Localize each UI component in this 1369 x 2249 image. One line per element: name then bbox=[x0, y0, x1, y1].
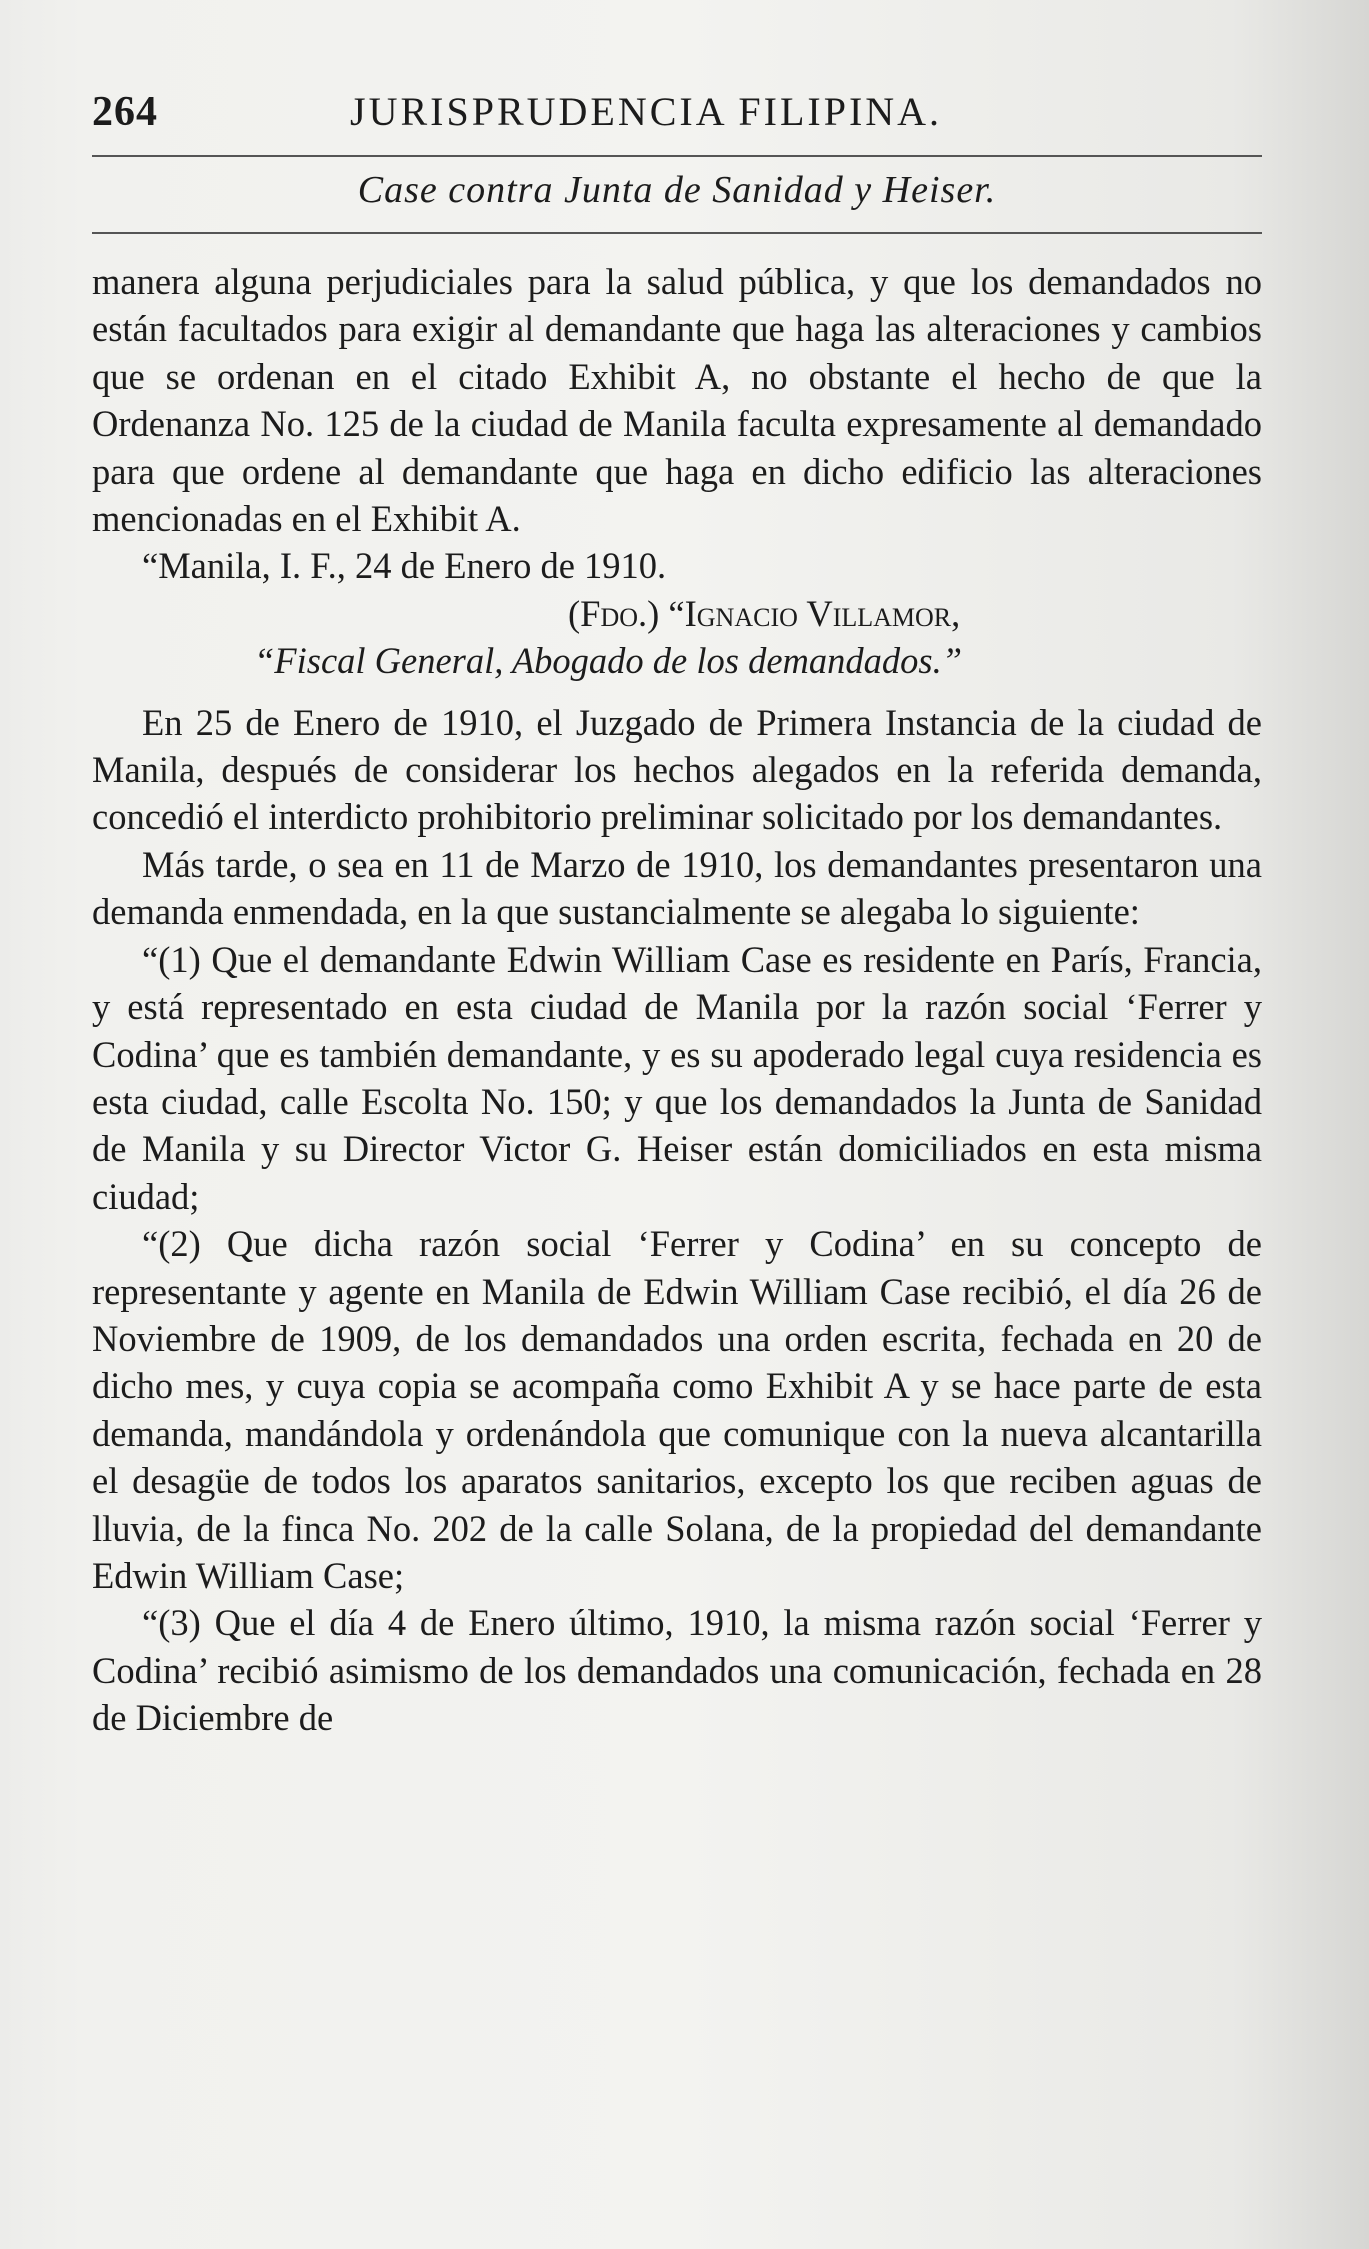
allegation-3: “(3) Que el día 4 de Enero último, 1910, la misma razón social ‘Ferrer y Codina’ recibió asimismo de los demandados una comunicación, fechada en 28 de Diciembre de bbox=[92, 1602, 1262, 1739]
paragraph-amended-complaint: Más tarde, o sea en 11 de Marzo de 1910, los demandantes presentaron una demanda enmendada, en la que sustancialmente se alegaba lo siguiente: bbox=[92, 843, 1262, 933]
paragraph-injunction: En 25 de Enero de 1910, el Juzgado de Primera Instancia de la ciudad de Manila, después de considerar los hechos alegados en la referida demanda, concedió el interdicto prohibitorio preliminar solicitado por los demandantes. bbox=[92, 701, 1262, 838]
signature-role: “Fiscal General, Abogado de los demandados.” bbox=[254, 640, 963, 682]
signature-line: (Fdo.) “Ignacio Villamor, bbox=[568, 592, 961, 634]
page-body bbox=[92, 258, 1262, 1742]
running-title: JURISPRUDENCIA FILIPINA. bbox=[350, 89, 943, 134]
allegation-2: “(2) Que dicha razón social ‘Ferrer y Codina’ en su concepto de representante y agente en Manila de Edwin William Case recibió, el día 26 de Noviembre de 1909, de los demandados una orden escrita, fechada en 20 de dicho mes, y cuya copia se acompaña como Exhibit A y se hace parte de esta demanda, mandándola y ordenándola que comunique con la nueva alcantarilla el desagüe de todos los aparatos sanitarios, excepto los que reciben aguas de lluvia, de la finca No. 202 de la calle Solana, de la propiedad del demandante Edwin William Case; bbox=[92, 1223, 1262, 1596]
page-number: 264 bbox=[92, 89, 158, 135]
header-rule-bottom bbox=[92, 232, 1262, 234]
date-line: “Manila, I. F., 24 de Enero de 1910. bbox=[142, 545, 667, 587]
page-header bbox=[92, 88, 1262, 148]
continuation-paragraph: manera alguna perjudiciales para la salud pública, y que los demandados no están facultados para exigir al demandante que haga las alteraciones y cambios que se ordenan en el citado Exhibit A, no obstante el hecho de que la Ordenanza No. 125 de la ciudad de Manila faculta expresamente al demandado para que ordene al demandante que haga en dicho edificio las alteraciones mencionadas en el Exhibit A. bbox=[92, 261, 1262, 540]
allegation-1: “(1) Que el demandante Edwin William Case es residente en París, Francia, y está representado en esta ciudad de Manila por la razón social ‘Ferrer y Codina’ que es también demandante, y es su apoderado legal cuya residencia es esta ciudad, calle Escolta No. 150; y que los demandados la Junta de Sanidad de Manila y su Director Victor G. Heiser están domiciliados en esta misma ciudad; bbox=[92, 938, 1262, 1217]
header-rule-top bbox=[92, 155, 1262, 157]
case-title: Case contra Junta de Sanidad y Heiser. bbox=[357, 169, 997, 211]
